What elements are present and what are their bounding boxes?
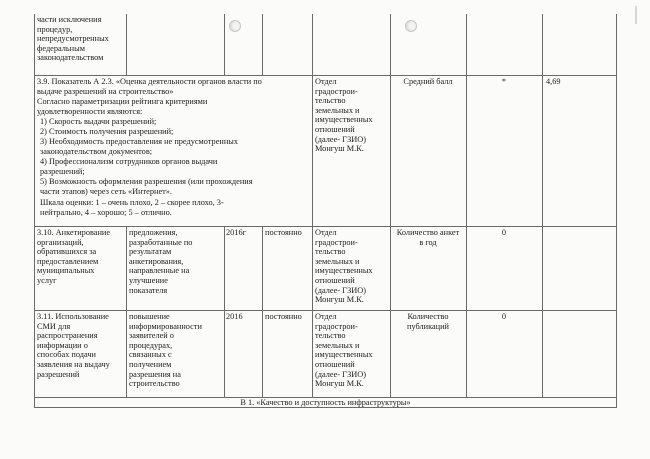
top-row-name-cell: части исключения процедур, непредусмотренных федеральным законодательством [37,15,109,63]
row-3-9-criterion-4: 4) Профессионализм сотрудников органов выдачи разрешений; [40,157,218,176]
row-3-9-criterion-1: 1) Скорость выдачи разрешений; [40,117,157,126]
row-3-11-name: 3.11. Использование СМИ для распространения информации о способах подачи заявления на выдачу разрешений [37,312,110,379]
row-3-10-name: 3.10. Анкетирование организаций, обратившихся за предоставлением муниципальных услуг [37,228,111,285]
row-3-10-period: постоянно [265,228,302,237]
row-3-9-criterion-5: 5) Возможность оформления разрешения (или прохождения части этапов) через сеть «Интернет». [40,177,253,196]
row-3-11-description: повышение информированности заявителей о процедурах, связанных с получением разрешения на строительство [129,312,202,389]
row-3-9-scale: Шкала оценки: 1 – очень плохо, 2 – скорее плохо, 3- нейтрально, 4 – хорошо; 5 – отлично. [40,198,224,217]
row-3-10-description: предложения, разработанные по результатам анкетирования, направленные на улучшение показателя [129,228,193,295]
row-3-11-indicator: Количество публикаций [407,312,449,331]
row-3-9-base: * [501,77,507,86]
row-3-9-responsible: Отдел градострои- тельство земельных и имущественных отношений (далее- ГЗИО) Монгуш М.К. [315,77,373,154]
row-3-11-value: 0 [501,312,507,321]
row-3-11-year: 2016 [226,312,243,321]
row-3-9-indicator: Средний балл [403,77,453,86]
row-3-10-responsible: Отдел градострои- тельство земельных и имущественных отношений (далее- ГЗИО) Монгуш М.К. [315,228,373,305]
row-3-9-criterion-3: 3) Необходимость предоставления не предусмотренных законодательством документов; [40,137,238,156]
row-3-9-title: 3.9. Показатель А 2.3. «Оценка деятельности органов власти по выдаче разрешений на строительство» [37,77,262,96]
row-3-9-value: 4,69 [546,77,561,86]
section-heading: В 1. «Качество и доступность инфраструктуры» [240,398,411,407]
row-3-10-value: 0 [501,228,507,237]
row-3-9-criterion-2: 2) Стоимость получения разрешений; [40,127,174,136]
row-3-11-period: постоянно [265,312,302,321]
row-3-10-indicator: Количество анкет в год [396,228,460,247]
row-3-11-responsible: Отдел градострои- тельство земельных и имущественных отношений (далее- ГЗИО) Монгуш М.К. [315,312,373,389]
row-3-9-intro: Согласно параметризации рейтинга критериями удовлетворенности являются: [37,97,208,116]
row-3-10-year: 2016г [226,228,246,237]
